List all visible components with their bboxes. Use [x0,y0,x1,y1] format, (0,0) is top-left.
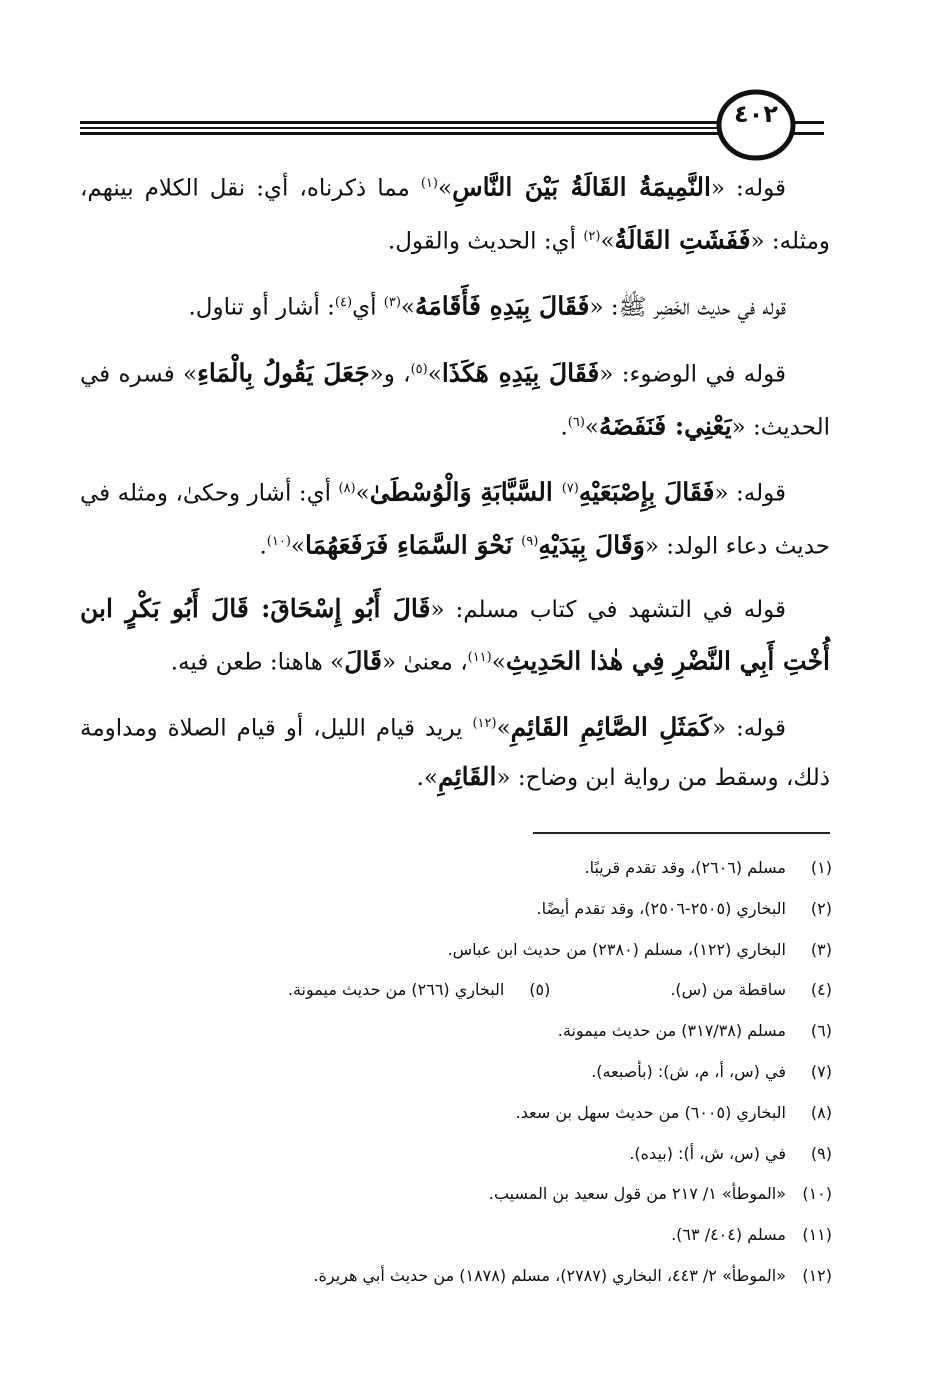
footnote-text: البخاري (٢٦٦) من حديث ميمونة. [287,980,505,1000]
text-run: مما ذكرناه، أي: نقل الكلام بينهم، ومثله: « [80,175,830,255]
footnote-item [80,1256,832,1297]
footnote-ref: (١٢) [472,716,497,732]
footnote-text: «الموطأ» ٢/ ٤٤٣، البخاري (٢٧٨٧)، مسلم (١٨٧٨) من حديث أبي هريرة. [313,1265,786,1285]
footnote-ref: (٥) [410,361,428,377]
footnote-text: في (س، أ، م، ش): (بأصبعه). [591,1061,786,1081]
text-run: قوله في الوضوء: « [599,361,787,388]
footnote-ref: (١) [420,176,438,191]
hadith-quote: جَعَلَ يَقُولُ بِالْمَاءِ [197,358,370,388]
footnote-ref: (١٠) [266,533,291,549]
hadith-quote: قَالَ [344,646,382,676]
footnote-number: (١) [810,858,832,877]
text-run: » [355,480,370,507]
text-run: » [496,715,511,742]
text-run: قوله في حديث الخَضِر ﷺ: « [589,294,786,321]
footnote-number: (٣) [810,939,832,959]
footnote-number: (٦) [810,1021,832,1041]
footnote-text: البخاري (١٢٢)، مسلم (٢٣٨٠) من حديث ابن عباس. [447,939,786,959]
footnote-number: (١٠) [802,1184,832,1204]
text-run: » [491,649,506,676]
text-run: ، و« [369,361,411,388]
footnote-item [80,1093,832,1134]
footnote-ref: (٤) [334,295,353,311]
paragraph-6 [80,700,830,802]
footnote-ref: (٣) [383,295,401,311]
footnote-item [80,1052,832,1093]
footnote-text: ساقطة من (س). [670,980,786,1000]
footnote-number: (٤) [810,980,832,1000]
footnote-number: (٢) [810,898,832,918]
main-text [80,160,830,816]
footnote-text: في (س، ش، أ): (بيده). [629,1143,786,1163]
text-run: أي [352,294,384,321]
paragraph-3 [80,346,830,451]
text-run: » [290,533,305,560]
hadith-quote: يَعْنِي: فَنَفَضَهُ [599,411,732,441]
text-run: » [427,361,442,388]
text-run: قوله في التشهد في كتاب مسلم: « [430,596,787,623]
footnote-ref: (٧) [561,481,579,497]
footnote-number: (١٢) [802,1265,832,1285]
text-run: : أشار أو تناول. [188,294,335,321]
footnotes [80,848,832,1297]
footnote-item [80,1215,832,1256]
text-run: » [584,414,599,441]
footnote-text: مسلم (٣١٧/٣٨) من حديث ميمونة. [557,1021,786,1041]
hadith-quote: وَقَالَ بِيَدَيْهِ [538,530,645,560]
footnote-ref: (٢) [583,228,601,244]
footnote-text: «الموطأ» ١/ ٢١٧ من قول سعيد بن المسيب. [488,1184,786,1204]
text-run: يريد قيام الليل، أو قيام الصلاة ومداومة ذلك، وسقط من رواية ابن وضاح: « [80,715,830,791]
footnote-number: (٥) [529,980,551,1000]
text-run: » هاهنا: طعن فيه. [170,649,345,676]
hadith-quote: كَمَثَلِ الصَّائِمِ القَائِمِ [510,712,713,742]
hadith-quote: القَائِمِ [438,761,497,791]
footnote-item [80,970,832,1011]
header-ornament [0,84,946,164]
footnote-item [80,1134,832,1175]
hadith-quote: النَّمِيمَةُ القَالَةُ بَيْنَ النَّاسِ [452,172,711,202]
text-run: ، معنىٰ « [381,649,468,676]
hadith-quote: فَقَالَ بِإِصْبَعَيْهِ [578,477,715,507]
footnote-ref: (٨) [338,481,356,497]
footnote-item [80,1174,832,1215]
page-header [0,84,946,164]
hadith-quote: فَفَشَتِ القَالَةُ [614,225,751,255]
paragraph-4 [80,465,830,570]
paragraph-2 [80,279,830,332]
paragraph-5 [80,585,830,687]
footnote-ref: (٦) [567,414,585,430]
footnote-number: (٧) [810,1061,832,1081]
footnote-text: البخاري (٢٥٠٥-٢٥٠٦)، وقد تقدم أيضًا. [536,898,786,918]
footnote-number: (١١) [802,1225,832,1245]
text-run: . [560,414,568,441]
footnote-item [80,1011,832,1052]
hadith-quote: السَّبَّابَةِ وَالْوُسْطَىٰ [369,477,562,507]
text-run: » فسره في الحديث: « [80,361,830,441]
footnote-number: (٨) [810,1102,832,1122]
footnote-ref: (١١) [467,649,492,665]
footnote-number: (٩) [810,1143,832,1163]
text-run: » [437,175,453,202]
text-run: قوله: « [714,480,786,507]
text-run: قوله: « [710,175,786,202]
hadith-quote: فَقَالَ بِيَدِهِ هَكَذَا [441,358,600,388]
page-number: ٤٠٢ [734,100,778,128]
hadith-quote: نَحْوَ السَّمَاءِ فَرَفَعَهُمَا [305,530,522,560]
text-run: » [600,228,615,255]
text-run: أي: الحديث والقول. [387,228,584,255]
footnote-item [80,930,832,971]
text-run: . [259,533,267,560]
text-run: أي: أشار وحكىٰ، ومثله في حديث دعاء الولد: « [80,480,830,560]
hadith-quote: فَقَالَ بِيَدِهِ فَأَقَامَهُ [415,291,590,321]
footnote-item [80,848,832,889]
footnote-item [80,889,832,930]
text-run: » [400,294,415,321]
footnote-text: مسلم (٢٦٠٦)، وقد تقدم قريبًا. [584,858,786,877]
footnote-text: البخاري (٦٠٠٥) من حديث سهل بن سعد. [515,1102,786,1122]
text-run: ». [416,764,439,791]
footnote-text: مسلم (٤٠٤/ ٦٣). [671,1225,786,1245]
footnote-ref: (٩) [521,533,539,549]
text-run: قوله: « [712,715,786,742]
hadith-quote: قَالَ أَبُو إِسْحَاقَ: قَالَ أَبُو بَكْرٍ ابن أُخْتِ أَبِي النَّضْرِ فِي هٰذا الحَدِيثِ [80,593,830,676]
paragraph-1 [80,160,830,265]
footnote-separator [533,832,830,834]
